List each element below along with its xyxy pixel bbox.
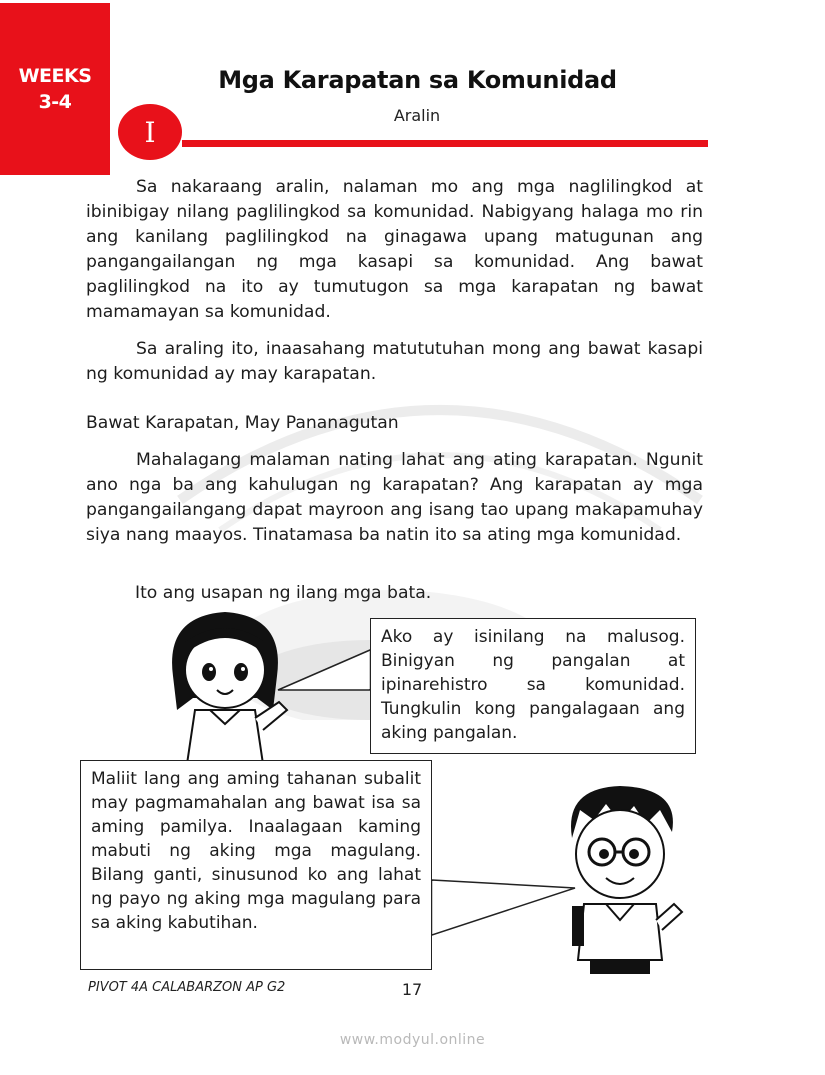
section-label: Aralin: [393, 106, 441, 125]
paragraph-3: Mahalagang malaman nating lahat ang ating karapatan. Ngunit ano nga ba ang kahulugan ng karapatan? Ang karapatan ay mga pangangailangang dapat mayroon ang isang tao upang makapamuhay siya nang maayos. Tinatamasa ba natin ito sa ating mga komunidad.: [86, 450, 703, 545]
paragraph-2: Sa araling ito, inaasahang matututuhan mong ang bawat kasapi ng komunidad ay may karapatan.: [86, 339, 703, 384]
header-divider: [182, 140, 708, 147]
footer-source: PIVOT 4A CALABARZON AP G2: [88, 980, 286, 995]
boy-illustration: [550, 780, 690, 975]
paragraph-4: Ito ang usapan ng ilang mga bata.: [135, 583, 432, 603]
page-number: 17: [401, 980, 423, 999]
subheading: Bawat Karapatan, May Pananagutan: [86, 413, 399, 433]
section-numeral-badge: [118, 104, 182, 160]
weeks-label: WEEKS: [18, 65, 92, 87]
page-title: Mga Karapatan sa Komunidad: [218, 66, 617, 94]
boy-speech-bubble: Maliit lang ang aming tahanan subalit may pagmamahalan ang bawat isa sa aming pamilya. Inaalagaan kaming mabuti ng aking mga magulang. Bilang ganti, sinusunod ko ang lahat ng payo ng aking mga magulang para sa aking kabutihan.: [80, 760, 432, 970]
girl-speech-bubble: Ako ay isinilang na malusog. Binigyan ng pangalan at ipinarehistro sa komunidad. Tungkulin kong pangalagaan ang aking pangalan.: [370, 618, 696, 754]
girl-illustration: [155, 606, 295, 764]
website-watermark: www.modyul.online: [339, 1032, 486, 1048]
paragraph-1: Sa nakaraang aralin, nalaman mo ang mga naglilingkod at ibinibigay nilang paglilingkod sa komunidad. Nabigyang halaga mo rin ang kanilang paglilingkod na ginagawa upang matugunan ang pangangailangan ng mga kasapi sa komunidad. Ang bawat paglilingkod na ito ay tumutugon sa mga karapatan ng bawat mamamayan sa komunidad.: [86, 177, 703, 322]
section-numeral: I: [144, 115, 156, 149]
weeks-badge-text: [0, 63, 110, 115]
weeks-range: 3-4: [38, 91, 72, 113]
